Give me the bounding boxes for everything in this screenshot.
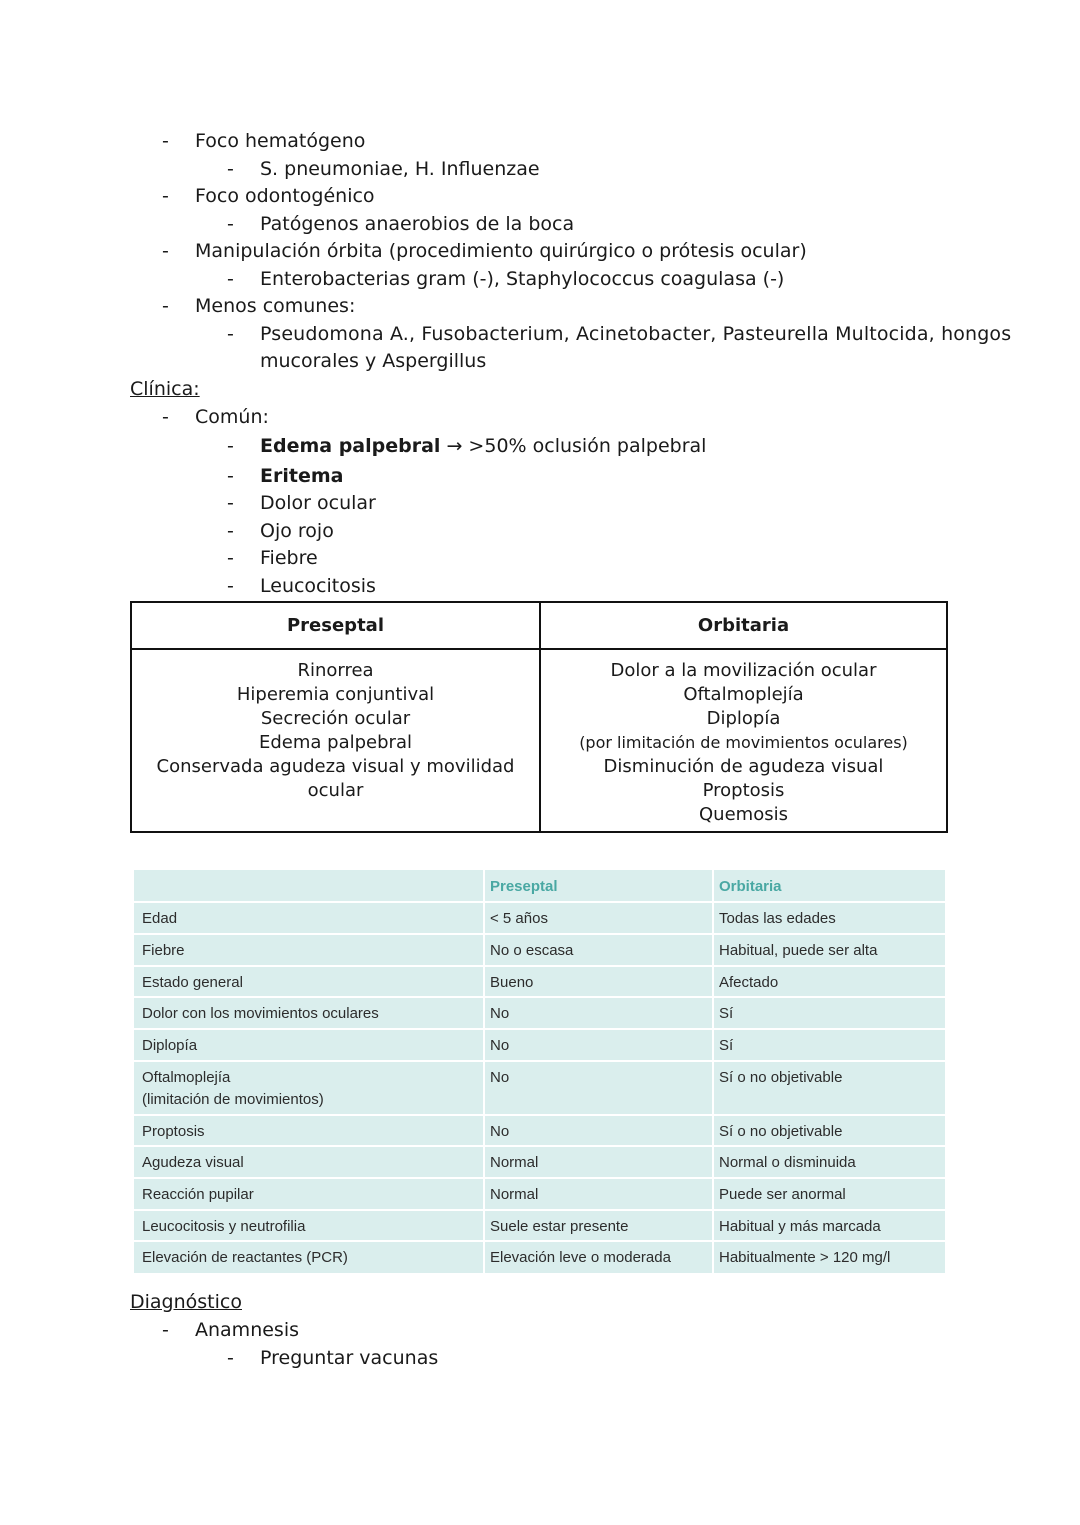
table-cell: No [490,1069,510,1086]
table-header: Preseptal [286,615,384,636]
orbitaria-column: Dolor a la movilización ocular Oftalmoplejía Diplopía (por limitación de movimientos oculares) Disminución de agudeza visual Proptosis Quemosis [579,660,908,825]
table-row [134,933,945,967]
comparison-table-bordered [130,601,948,833]
table-row [134,1060,945,1116]
list-item: Enterobacterias gram (-), Staphylococcus coagulasa (-) [260,268,785,290]
table-row [134,996,945,1030]
table-cell: No o escasa [490,942,574,959]
list-item: Ojo rojo [260,520,334,542]
table-cell: No [490,1037,510,1054]
table-cell: Normal o disminuida [719,1154,856,1171]
table-cell: Fiebre [142,942,185,959]
table-cell: Sí o no objetivable [719,1069,843,1086]
list-item: Pseudomona A., Fusobacterium, Acinetobacter, Pasteurella Multocida, hongos [260,323,1012,345]
list-item: Leucocitosis [260,575,376,597]
table-cell: Afectado [719,974,779,991]
table-row [134,901,945,935]
comparison-table-shaded [134,870,945,1273]
table-cell: No [490,1005,510,1022]
list-item: S. pneumoniae, H. Influenzae [260,158,540,180]
table-cell: Proptosis [142,1123,205,1140]
table-cell-subtext: (limitación de movimientos) [142,1091,324,1108]
table-cell: Elevación leve o moderada [490,1249,671,1266]
table-cell: Todas las edades [719,910,836,927]
comun-label: Común: [195,406,269,428]
list-item: Menos comunes: [195,295,356,317]
table-cell: Agudeza visual [142,1154,244,1171]
table-header: Orbitaria [719,878,782,895]
table-cell: Sí [719,1037,734,1054]
table-row [134,1145,945,1179]
table-header: Orbitaria [697,615,790,636]
table-row [134,1240,945,1275]
table-cell: Suele estar presente [490,1218,629,1235]
preseptal-column: Rinorrea Hiperemia conjuntival Secreción ocular Edema palpebral Conservada agudeza visual y movilidad ocular [156,660,515,801]
list-item: Eritema [260,465,344,487]
table-cell: Bueno [490,974,534,991]
table-cell: Habitualmente > 120 mg/l [719,1249,891,1266]
table-cell: < 5 años [490,910,548,927]
table-cell: Normal [490,1154,539,1171]
table-row [134,965,945,998]
table-row [134,1209,945,1242]
table-cell: Elevación de reactantes (PCR) [142,1249,348,1266]
table-cell: Dolor con los movimientos oculares [142,1005,379,1022]
table-cell: Diplopía [142,1037,198,1054]
table-header: Preseptal [490,878,558,895]
table-cell: Estado general [142,974,243,991]
list-item: Anamnesis [195,1319,299,1341]
table-cell: Puede ser anormal [719,1186,846,1203]
list-item: Dolor ocular [260,492,376,514]
list-item: Manipulación órbita (procedimiento quirúrgico o prótesis ocular) [195,240,807,262]
table-cell: Habitual, puede ser alta [719,942,878,959]
list-item: Foco odontogénico [195,185,375,207]
list-item: Patógenos anaerobios de la boca [260,213,575,235]
table-cell: Oftalmoplejía [142,1069,231,1086]
list-item: mucorales y Aspergillus [260,350,487,372]
table-cell: Sí o no objetivable [719,1123,843,1140]
list-item: Preguntar vacunas [260,1347,439,1369]
section-heading-diagnostico: Diagnóstico [130,1291,242,1313]
list-item: Foco hematógeno [195,130,366,152]
table-cell: Edad [142,910,178,927]
table-cell: No [490,1123,510,1140]
section-heading-clinica: Clínica: [130,378,200,400]
table-cell: Reacción pupilar [142,1186,254,1203]
table-cell: Leucocitosis y neutrofilia [142,1218,306,1235]
list-item: Edema palpebral → >50% oclusión palpebral [260,435,707,457]
list-item: Fiebre [260,547,318,569]
table-cell: Sí [719,1005,734,1022]
table-row [134,1177,945,1211]
table-cell: Habitual y más marcada [719,1218,881,1235]
table-row [134,1028,945,1062]
table-row [134,1114,945,1147]
table-cell: Normal [490,1186,539,1203]
